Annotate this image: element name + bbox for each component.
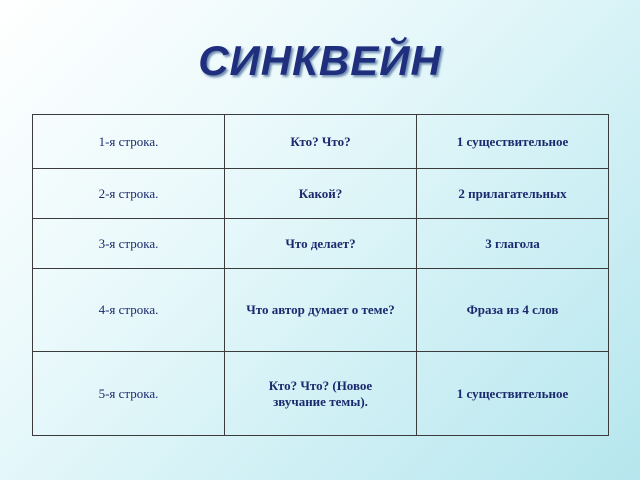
question-cell (225, 115, 417, 169)
question-label: Кто? Что? (290, 133, 351, 149)
slide-title: СИНКВЕЙН (198, 37, 442, 84)
content-cell (417, 169, 609, 219)
table-row (33, 169, 609, 219)
line-number-cell (33, 115, 225, 169)
content-label: 3 глагола (485, 235, 540, 251)
line-number-label: 1-я строка. (98, 133, 159, 149)
line-number-cell (33, 352, 225, 436)
question-cell (225, 352, 417, 436)
question-label: Кто? Что? (Новое звучание темы). (268, 377, 373, 409)
line-number-label: 3-я строка. (98, 235, 159, 251)
question-cell (225, 169, 417, 219)
line-number-label: 4-я строка. (98, 302, 159, 317)
content-label: 1 существительное (456, 385, 569, 401)
content-cell (417, 352, 609, 436)
content-label: 2 прилагательных (458, 185, 567, 201)
question-label: Какой? (298, 185, 343, 201)
table-row (33, 219, 609, 269)
line-number-cell (33, 269, 225, 352)
table-row (33, 115, 609, 169)
line-number-cell (33, 219, 225, 269)
content-cell (417, 219, 609, 269)
content-cell (417, 115, 609, 169)
content-cell (417, 269, 609, 352)
question-label: Что делает? (285, 235, 356, 251)
cinquain-table (32, 114, 609, 436)
content-label: Фраза из 4 слов (466, 302, 559, 317)
question-cell (225, 269, 417, 352)
line-number-cell (33, 169, 225, 219)
question-label: Что автор думает о теме? (246, 302, 395, 317)
content-label: 1 существительное (456, 133, 569, 149)
line-number-label: 5-я строка. (98, 385, 159, 401)
question-cell (225, 219, 417, 269)
table-row (33, 269, 609, 352)
table-row (33, 352, 609, 436)
line-number-label: 2-я строка. (98, 185, 159, 201)
